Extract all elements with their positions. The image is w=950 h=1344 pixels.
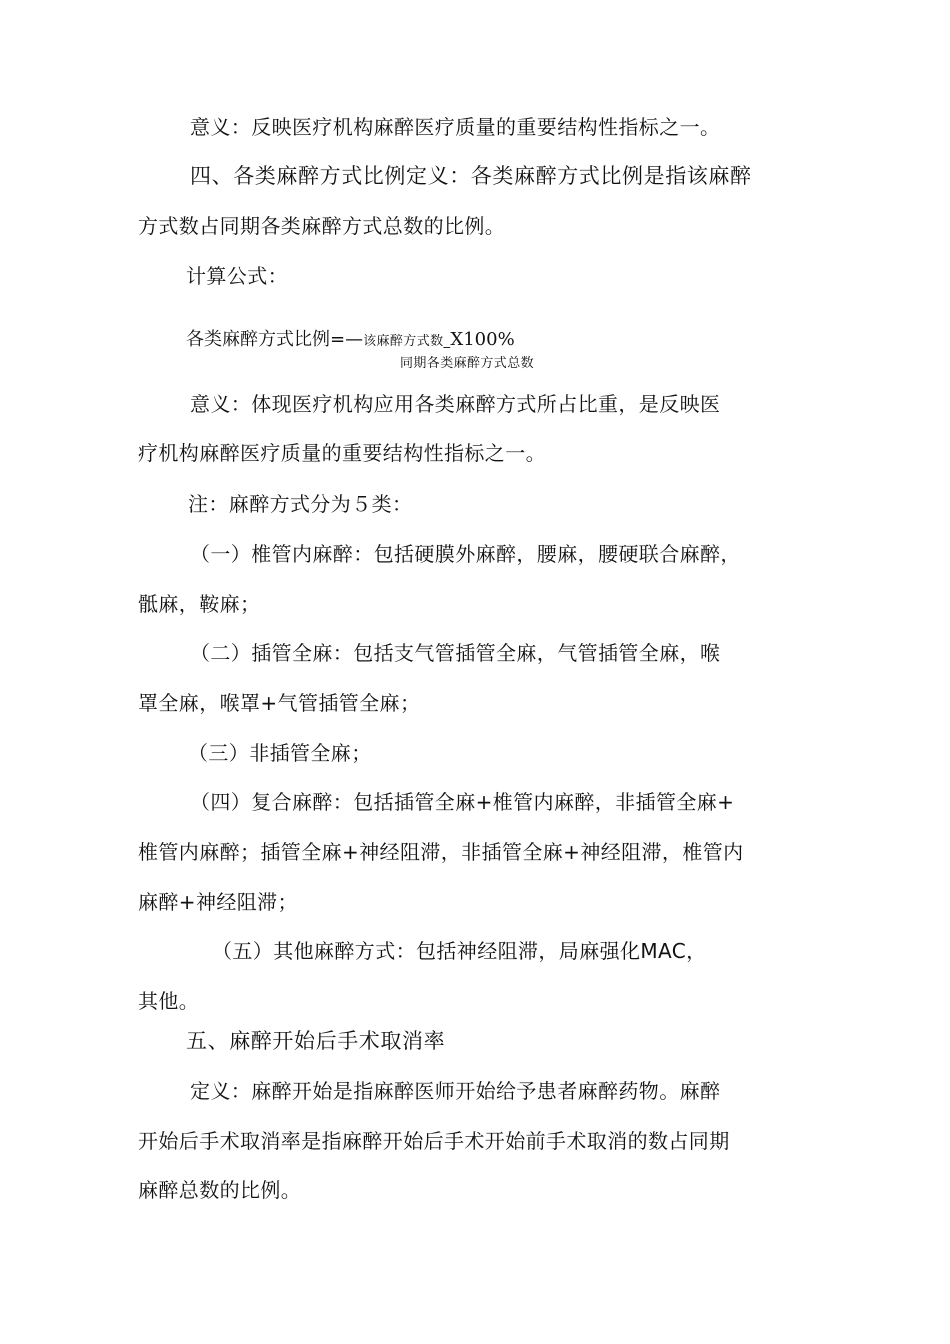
section-five-heading: 五、麻醉开始后手术取消率 [186, 1029, 446, 1053]
category-two-line-1: （二）插管全麻：包括支气管插管全麻，气管插管全麻，喉 [190, 641, 721, 665]
section-four-definition-continuation: 方式数占同期各类麻醉方式总数的比例。 [138, 214, 506, 238]
formula-main-line [186, 329, 515, 353]
category-four-line-1: （四）复合麻醉：包括插管全麻+椎管内麻醉，非插管全麻+ [190, 790, 735, 814]
formula-numerator: 该麻醉方式数_ [363, 334, 451, 349]
section-five-definition-line-2: 开始后手术取消率是指麻醉开始后手术开始前手术取消的数占同期 [138, 1129, 730, 1153]
significance-paragraph-2-line-1: 意义：体现医疗机构应用各类麻醉方式所占比重，是反映医 [190, 392, 721, 416]
category-one-line-2: 骶麻，鞍麻； [138, 592, 261, 616]
significance-paragraph-2-line-2: 疗机构麻醉医疗质量的重要结构性指标之一。 [138, 441, 546, 465]
category-five-line-2: 其他。 [138, 989, 200, 1013]
category-four-line-2: 椎管内麻醉；插管全麻+神经阻滞，非插管全麻+神经阻滞，椎管内 [138, 840, 744, 864]
significance-paragraph-1: 意义：反映医疗机构麻醉医疗质量的重要结构性指标之一。 [190, 115, 721, 139]
category-five-line-1: （五）其他麻醉方式：包括神经阻滞，局麻强化MAC， [212, 939, 707, 963]
formula-label: 计算公式： [186, 264, 288, 288]
category-four-line-3: 麻醉+神经阻滞； [138, 890, 298, 914]
section-four-heading-line: 四、各类麻醉方式比例定义：各类麻醉方式比例是指该麻醉 [190, 164, 752, 188]
formula-left-side: 各类麻醉方式比例=— [186, 329, 364, 350]
formula-denominator: 同期各类麻醉方式总数 [400, 356, 535, 371]
section-five-definition-line-1: 定义：麻醉开始是指麻醉医师开始给予患者麻醉药物。麻醉 [190, 1079, 721, 1103]
category-three-line: （三）非插管全麻； [188, 741, 372, 765]
formula-multiplier: X100% [450, 329, 515, 350]
note-line: 注：麻醉方式分为５类： [188, 492, 413, 516]
category-two-line-2: 罩全麻，喉罩+气管插管全麻； [138, 691, 421, 715]
section-five-definition-line-3: 麻醉总数的比例。 [138, 1178, 302, 1202]
category-one-line-1: （一）椎管内麻醉：包括硬膜外麻醉，腰麻，腰硬联合麻醉， [190, 542, 741, 566]
